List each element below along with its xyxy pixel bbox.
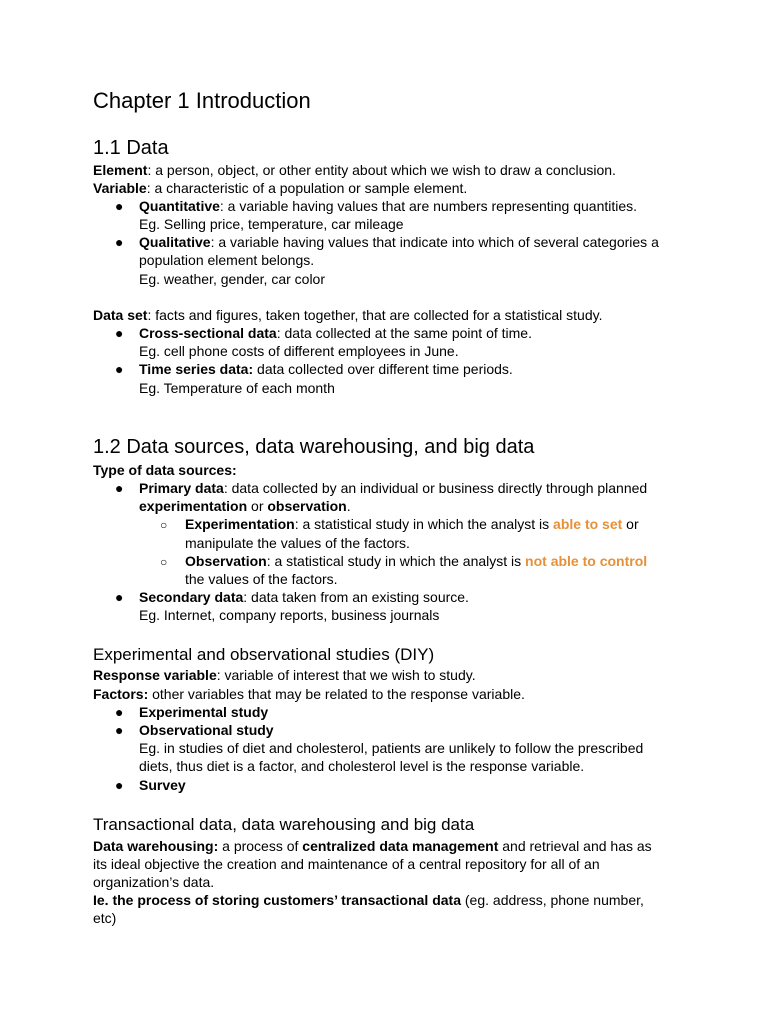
list-item-observation xyxy=(185,552,647,570)
definition-text: : a statistical study in which the analyst is xyxy=(294,516,554,532)
bullet-icon: ● xyxy=(115,480,124,496)
term: Data warehousing: xyxy=(93,838,219,854)
definition-text: data collected over different time periods. xyxy=(253,361,513,377)
list-item-quantitative xyxy=(139,197,637,215)
ie-statement xyxy=(93,891,644,909)
term: Element xyxy=(93,162,148,178)
definition-text-continued: its ideal objective the creation and maintenance of a central repository for all of an xyxy=(93,856,600,872)
bold-phrase: centralized data management xyxy=(302,838,499,854)
connector-text: or xyxy=(247,498,268,514)
definition-text-continued: etc) xyxy=(93,910,117,926)
definition-factors xyxy=(93,685,525,703)
definition-text: : facts and figures, taken together, that are collected for a statistical study. xyxy=(147,307,603,323)
definition-response-variable xyxy=(93,666,476,684)
highlighted-text: not able to control xyxy=(525,553,648,569)
definition-text: : data taken from an existing source. xyxy=(243,589,469,605)
example-text: Eg. Temperature of each month xyxy=(139,380,335,396)
chapter-title: Chapter 1 Introduction xyxy=(93,88,311,113)
punctuation: . xyxy=(346,498,351,514)
definition-text-continued: organization’s data. xyxy=(93,874,215,890)
example-text: Eg. Selling price, temperature, car mileage xyxy=(139,216,404,232)
highlighted-text: able to set xyxy=(553,516,623,532)
example-text: Eg. weather, gender, car color xyxy=(139,271,325,287)
definition-text: a process of xyxy=(218,838,303,854)
definition-text-continued xyxy=(139,497,351,515)
bullet-icon: ● xyxy=(115,777,124,793)
bullet-icon: ● xyxy=(115,325,124,341)
example-text-continued: diets, thus diet is a factor, and cholesterol level is the response variable. xyxy=(139,758,585,774)
list-item-qualitative xyxy=(139,233,659,251)
definition-text: other variables that may be related to the response variable. xyxy=(148,686,525,702)
definition-text: : a statistical study in which the analyst is xyxy=(266,553,526,569)
term: Variable xyxy=(93,180,147,196)
definition-text-continued: the values of the factors. xyxy=(185,571,338,587)
definition-text-continued: population element belongs. xyxy=(139,252,315,268)
example-text: Eg. cell phone costs of different employees in June. xyxy=(139,343,459,359)
list-item-time-series xyxy=(139,360,513,378)
section-heading-data-sources: 1.2 Data sources, data warehousing, and big data xyxy=(93,436,535,458)
bold-phrase: Ie. the process of storing customers’ transactional data xyxy=(93,892,461,908)
list-item-primary-data xyxy=(139,479,647,497)
list-item-secondary-data xyxy=(139,588,469,606)
section-heading-data: 1.1 Data xyxy=(93,137,169,159)
definition-text: : a characteristic of a population or sample element. xyxy=(146,180,468,196)
term: Quantitative xyxy=(139,198,220,214)
definition-text: and retrieval and has as xyxy=(498,838,652,854)
term: observation xyxy=(267,498,347,514)
term: Experimentation xyxy=(185,516,295,532)
list-item-experimentation xyxy=(185,515,639,533)
definition-text: (eg. address, phone number, xyxy=(461,892,644,908)
definition-text: : data collected at the same point of time. xyxy=(276,325,532,341)
definition-text: : data collected by an individual or business directly through planned xyxy=(223,480,648,496)
bullet-icon: ● xyxy=(115,198,124,214)
term: Observation xyxy=(185,553,267,569)
bullet-icon: ● xyxy=(115,704,124,720)
list-item-survey: Survey xyxy=(139,777,186,793)
term: Factors: xyxy=(93,686,149,702)
bullet-icon: ● xyxy=(115,361,124,377)
term: Secondary data xyxy=(139,589,244,605)
definition-element xyxy=(93,161,616,179)
bullet-icon: ● xyxy=(115,234,124,250)
term: Qualitative xyxy=(139,234,211,250)
definition-text: : a variable having values that indicate into which of several categories a xyxy=(210,234,659,250)
list-item-cross-sectional xyxy=(139,324,532,342)
definition-text: or xyxy=(622,516,639,532)
subheading-type-of-data-sources: Type of data sources: xyxy=(93,462,237,478)
definition-data-set xyxy=(93,306,602,324)
term: Response variable xyxy=(93,667,217,683)
section-heading-studies: Experimental and observational studies (DIY) xyxy=(93,645,435,664)
definition-text: : a variable having values that are numbers representing quantities. xyxy=(219,198,638,214)
bullet-icon: ● xyxy=(115,722,124,738)
list-item-experimental-study: Experimental study xyxy=(139,704,269,720)
hollow-bullet-icon: ○ xyxy=(160,518,168,532)
definition-data-warehousing xyxy=(93,837,652,855)
term: Time series data: xyxy=(139,361,254,377)
hollow-bullet-icon: ○ xyxy=(160,555,168,569)
section-heading-transactional: Transactional data, data warehousing and big data xyxy=(93,815,475,834)
term: Primary data xyxy=(139,480,224,496)
definition-text: : variable of interest that we wish to study. xyxy=(216,667,476,683)
definition-text: : a person, object, or other entity about which we wish to draw a conclusion. xyxy=(147,162,616,178)
definition-text-continued: manipulate the values of the factors. xyxy=(185,535,410,551)
bullet-icon: ● xyxy=(115,589,124,605)
term: Data set xyxy=(93,307,148,323)
term: Cross-sectional data xyxy=(139,325,277,341)
definition-variable xyxy=(93,179,467,197)
term: experimentation xyxy=(139,498,248,514)
list-item-observational-study: Observational study xyxy=(139,722,274,738)
example-text: Eg. Internet, company reports, business journals xyxy=(139,607,440,623)
example-text: Eg. in studies of diet and cholesterol, patients are unlikely to follow the prescribed xyxy=(139,740,644,756)
